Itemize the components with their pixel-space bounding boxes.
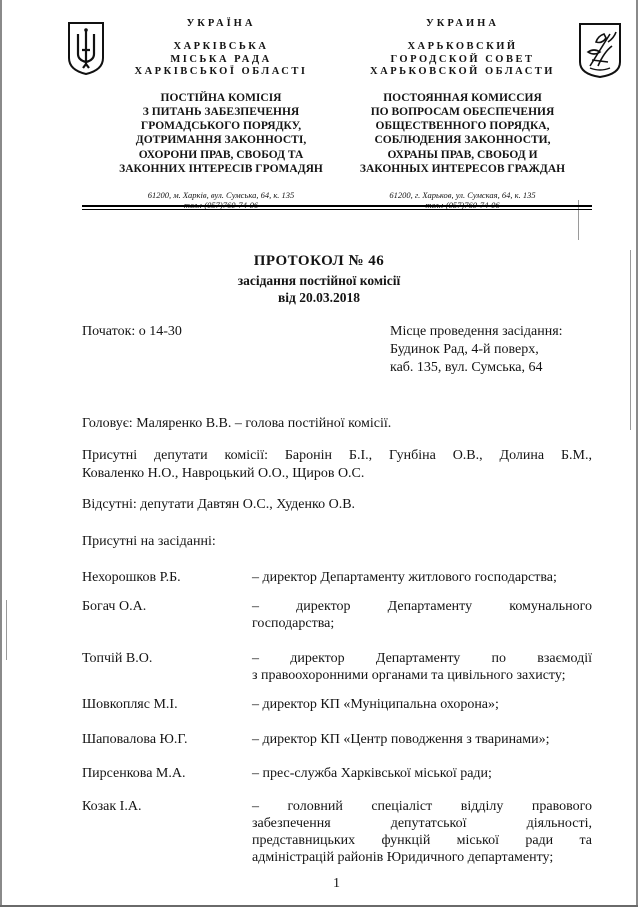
attendees-heading: Присутні на засіданні: [82, 534, 216, 549]
meeting-start-time: Початок: о 14-30 [82, 324, 182, 339]
scan-border-left [0, 0, 2, 907]
attendee-name: Шаповалова Ю.Г. [82, 732, 188, 747]
absent-deputies: Відсутні: депутати Давтян О.С., Худенко О.В. [82, 497, 356, 512]
committee-address: 61200, м. Харків, вул. Сумська, 64, к. 135 [96, 190, 346, 210]
attendee-position: – директор Департаменту комунального господарства; [252, 599, 592, 631]
scan-mark [6, 600, 7, 660]
council-name: ХАРЬКОВСКИЙ ГОРОДСКОЙ СОВЕТ ХАРЬКОВСКОЙ ОБЛАСТИ [370, 41, 555, 77]
attendee-name: Козак І.А. [82, 799, 142, 814]
protocol-subtitle: засідання постійної комісії [237, 273, 401, 288]
chairperson-line: Головує: Маляренко В.В. – голова постійної комісії. [82, 416, 392, 431]
header-divider-thin [82, 209, 592, 210]
attendee-position: – директор Департаменту житлового господарства; [252, 570, 557, 585]
header-right [335, 0, 590, 210]
committee-name: ПОСТІЙНА КОМІСІЯ З ПИТАНЬ ЗАБЕЗПЕЧЕННЯ ГРОМАДСЬКОГО ПОРЯДКУ, ДОТРИМАННЯ ЗАКОННОСТІ, ОХОРОНИ ПРАВ, СВОБОД ТА ЗАКОННИХ ІНТЕРЕСІВ ГРОМАДЯН [119, 91, 323, 175]
protocol-date: від 20.03.2018 [278, 290, 360, 305]
attendee-position: – директор КП «Муніципальна охорона»; [252, 697, 499, 712]
attendee-name: Топчій В.О. [82, 651, 153, 666]
attendee-name: Пирсенкова М.А. [82, 766, 186, 781]
header-divider [82, 205, 592, 207]
committee-address: 61200, г. Харьков, ул. Сумская, 64, к. 135 [335, 190, 590, 210]
attendee-name: Нехорошков Р.Б. [82, 570, 181, 585]
attendee-name: Шовкопляс М.І. [82, 697, 178, 712]
attendee-position: – директор Департаменту по взаємодії з правоохоронними органами та цивільного захисту; [252, 651, 592, 683]
attendee-position: – прес-служба Харківської міської ради; [252, 766, 492, 781]
attendee-name: Богач О.А. [82, 599, 147, 614]
country-name: УКРАЇНА [186, 18, 256, 29]
attendee-position: – головний спеціаліст відділу правового забезпечення депутатської діяльності, представницьких функцій міської ради та адміністрацій районів Юридичного департаменту; [252, 799, 592, 865]
committee-name: ПОСТОЯННАЯ КОМИССИЯ ПО ВОПРОСАМ ОБЕСПЕЧЕНИЯ ОБЩЕСТВЕННОГО ПОРЯДКА, СОБЛЮДЕНИЯ ЗАКОННОСТИ, ОХРАНЫ ПРАВ, СВОБОД И ЗАКОННЫХ ИНТЕРЕСОВ ГРАЖДАН [359, 91, 566, 175]
page-number: 1 [333, 876, 340, 891]
meeting-place: Місце проведення засідання: Будинок Рад, 4-й поверх, каб. 135, вул. Сумська, 64 [390, 324, 563, 375]
header-left [96, 0, 346, 210]
attendee-position: – директор КП «Центр поводження з тваринами»; [252, 732, 550, 747]
council-name: ХАРКІВСЬКА МІСЬКА РАДА ХАРКІВСЬКОЇ ОБЛАСТІ [134, 41, 308, 77]
protocol-title: ПРОТОКОЛ № 46 [253, 253, 385, 269]
present-deputies: Присутні депутати комісії: Баронін Б.І., Гунбіна О.В., Долина Б.М., Коваленко Н.О., Навроцький О.О., Щиров О.С. [82, 448, 592, 481]
country-name: УКРАИНА [426, 18, 499, 29]
